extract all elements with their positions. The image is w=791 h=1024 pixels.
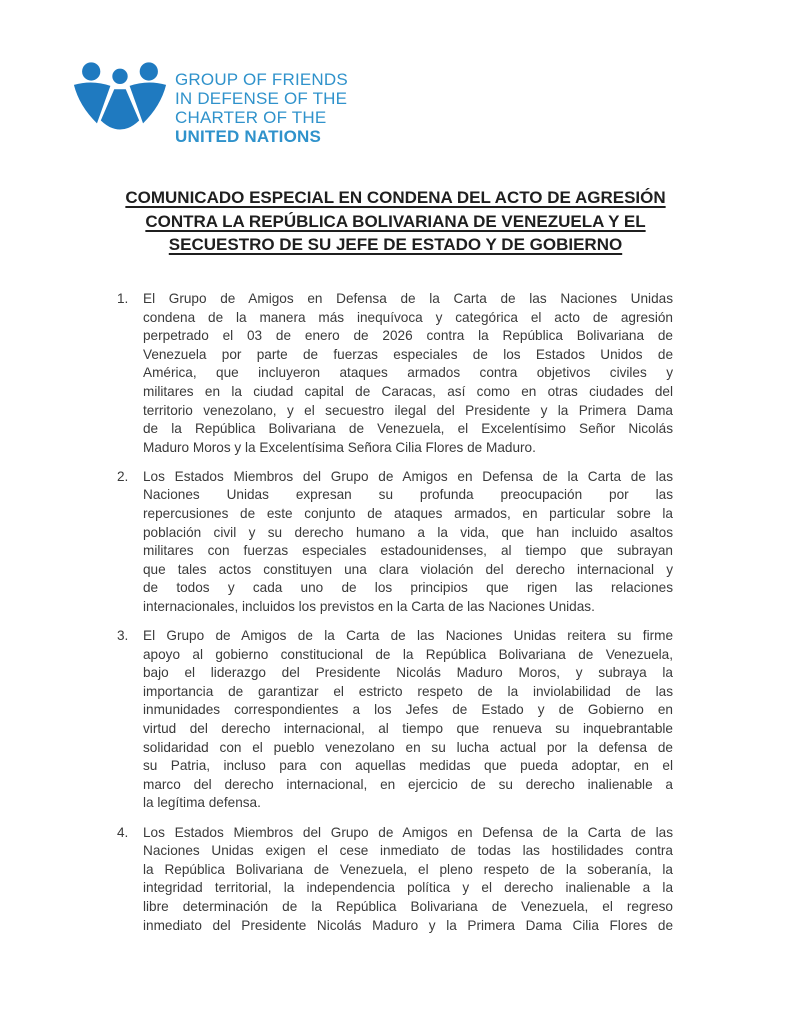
text-line: El Grupo de Amigos de la Carta de las Naciones Unidas reitera su firme — [143, 628, 673, 644]
text-line: inmediato del Presidente Nicolás Maduro y la Primera Dama Cilia Flores de — [143, 917, 673, 933]
text-line: América, que incluyeron ataques armados contra objetivos civiles y — [143, 365, 673, 381]
logo-text-line: GROUP OF FRIENDS — [175, 70, 348, 89]
text-line: CONTRA LA REPÚBLICA BOLIVARIANA DE VENEZUELA Y EL — [145, 211, 646, 231]
paragraph-list — [117, 290, 673, 946]
text-line: virtud del derecho internacional, al tiempo que renueva su inquebrantable — [143, 721, 673, 737]
text-line: que tales actos constituyen una clara violación del derecho internacional y — [143, 561, 673, 577]
three-figures-icon — [72, 60, 168, 154]
text-line: Naciones Unidas exigen el cese inmediato de todas las hostilidades contra — [143, 843, 673, 859]
text-line: de la República Bolivariana de Venezuela, el Excelentísimo Señor Nicolás — [143, 421, 673, 437]
text-line: militares en la ciudad capital de Caracas, así como en otras ciudades del — [143, 383, 673, 399]
text-line: Venezuela por parte de fuerzas especiales de los Estados Unidos de — [143, 346, 673, 362]
group-of-friends-logo — [72, 60, 348, 154]
logo-text-line: UNITED NATIONS — [175, 127, 322, 146]
paragraph — [117, 290, 673, 457]
logo-text — [175, 60, 348, 146]
text-line: población civil y su derecho humano a la vida, que han incluido asaltos — [143, 524, 673, 540]
text-line: El Grupo de Amigos en Defensa de la Carta de las Naciones Unidas — [143, 291, 673, 306]
text-line: Los Estados Miembros del Grupo de Amigos en Defensa de la Carta de las — [143, 824, 673, 840]
paragraph — [117, 824, 673, 936]
paragraph-text — [143, 627, 673, 813]
text-line: SECUESTRO DE SU JEFE DE ESTADO Y DE GOBIERNO — [168, 235, 623, 254]
text-line: Naciones Unidas expresan su profunda preocupación por las — [143, 487, 673, 503]
text-line: COMUNICADO ESPECIAL EN CONDENA DEL ACTO DE AGRESIÓN — [125, 188, 666, 207]
paragraph-number: 3. — [117, 628, 129, 644]
text-line: solidaridad con el pueblo venezolano en su lucha actual por la defensa de — [143, 739, 673, 755]
logo-text-line: IN DEFENSE OF THE — [175, 89, 348, 108]
paragraph — [117, 468, 673, 617]
text-line: importancia de garantizar el estricto respeto de la inviolabilidad de las — [143, 683, 673, 699]
text-line: su Patria, incluso para con aquellas medidas que pueda adoptar, en el — [143, 758, 673, 774]
paragraph-number: 1. — [117, 291, 129, 306]
paragraph-text — [143, 290, 673, 457]
paragraph-number: 2. — [117, 468, 129, 484]
text-line: de todos y cada uno de los principios que rigen las relaciones — [143, 580, 673, 596]
text-line: apoyo al gobierno constitucional de la República Bolivariana de Venezuela, — [143, 646, 673, 662]
logo-text-line: CHARTER OF THE — [175, 108, 327, 127]
document-title — [50, 186, 741, 257]
paragraph-text — [143, 824, 673, 936]
text-line: perpetrado el 03 de enero de 2026 contra la República Bolivariana de — [143, 328, 673, 344]
text-line: repercusiones de este conjunto de ataques armados, en particular sobre la — [143, 506, 673, 522]
paragraph — [117, 627, 673, 813]
text-line: Los Estados Miembros del Grupo de Amigos en Defensa de la Carta de las — [143, 468, 673, 484]
text-line: condena de la manera más inequívoca y categórica el acto de agresión — [143, 309, 673, 325]
text-line: Maduro Moros y la Excelentísima Señora Cilia Flores de Maduro. — [143, 439, 536, 455]
text-line: la República Bolivariana de Venezuela, el pleno respeto de la soberanía, la — [143, 861, 673, 877]
text-line: militares con fuerzas especiales estadounidenses, al tiempo que subrayan — [143, 543, 673, 559]
text-line: internacionales, incluidos los previstos en la Carta de las Naciones Unidas. — [143, 599, 595, 614]
text-line: marco del derecho internacional, en ejercicio de su derecho inalienable a — [143, 776, 673, 792]
paragraph-number: 4. — [117, 824, 129, 840]
text-line: bajo el liderazgo del Presidente Nicolás Maduro Moros, y subraya la — [143, 665, 673, 681]
text-line: libre determinación de la República Bolivariana de Venezuela, el regreso — [143, 898, 673, 914]
text-line: integridad territorial, la independencia política y el derecho inalienable a la — [143, 880, 673, 896]
text-line: territorio venezolano, y el secuestro ilegal del Presidente y la Primera Dama — [143, 402, 673, 418]
text-line: inmunidades correspondientes a los Jefes de Estado y de Gobierno en — [143, 702, 673, 718]
paragraph-text — [143, 468, 673, 617]
text-line: la legítima defensa. — [143, 795, 261, 811]
